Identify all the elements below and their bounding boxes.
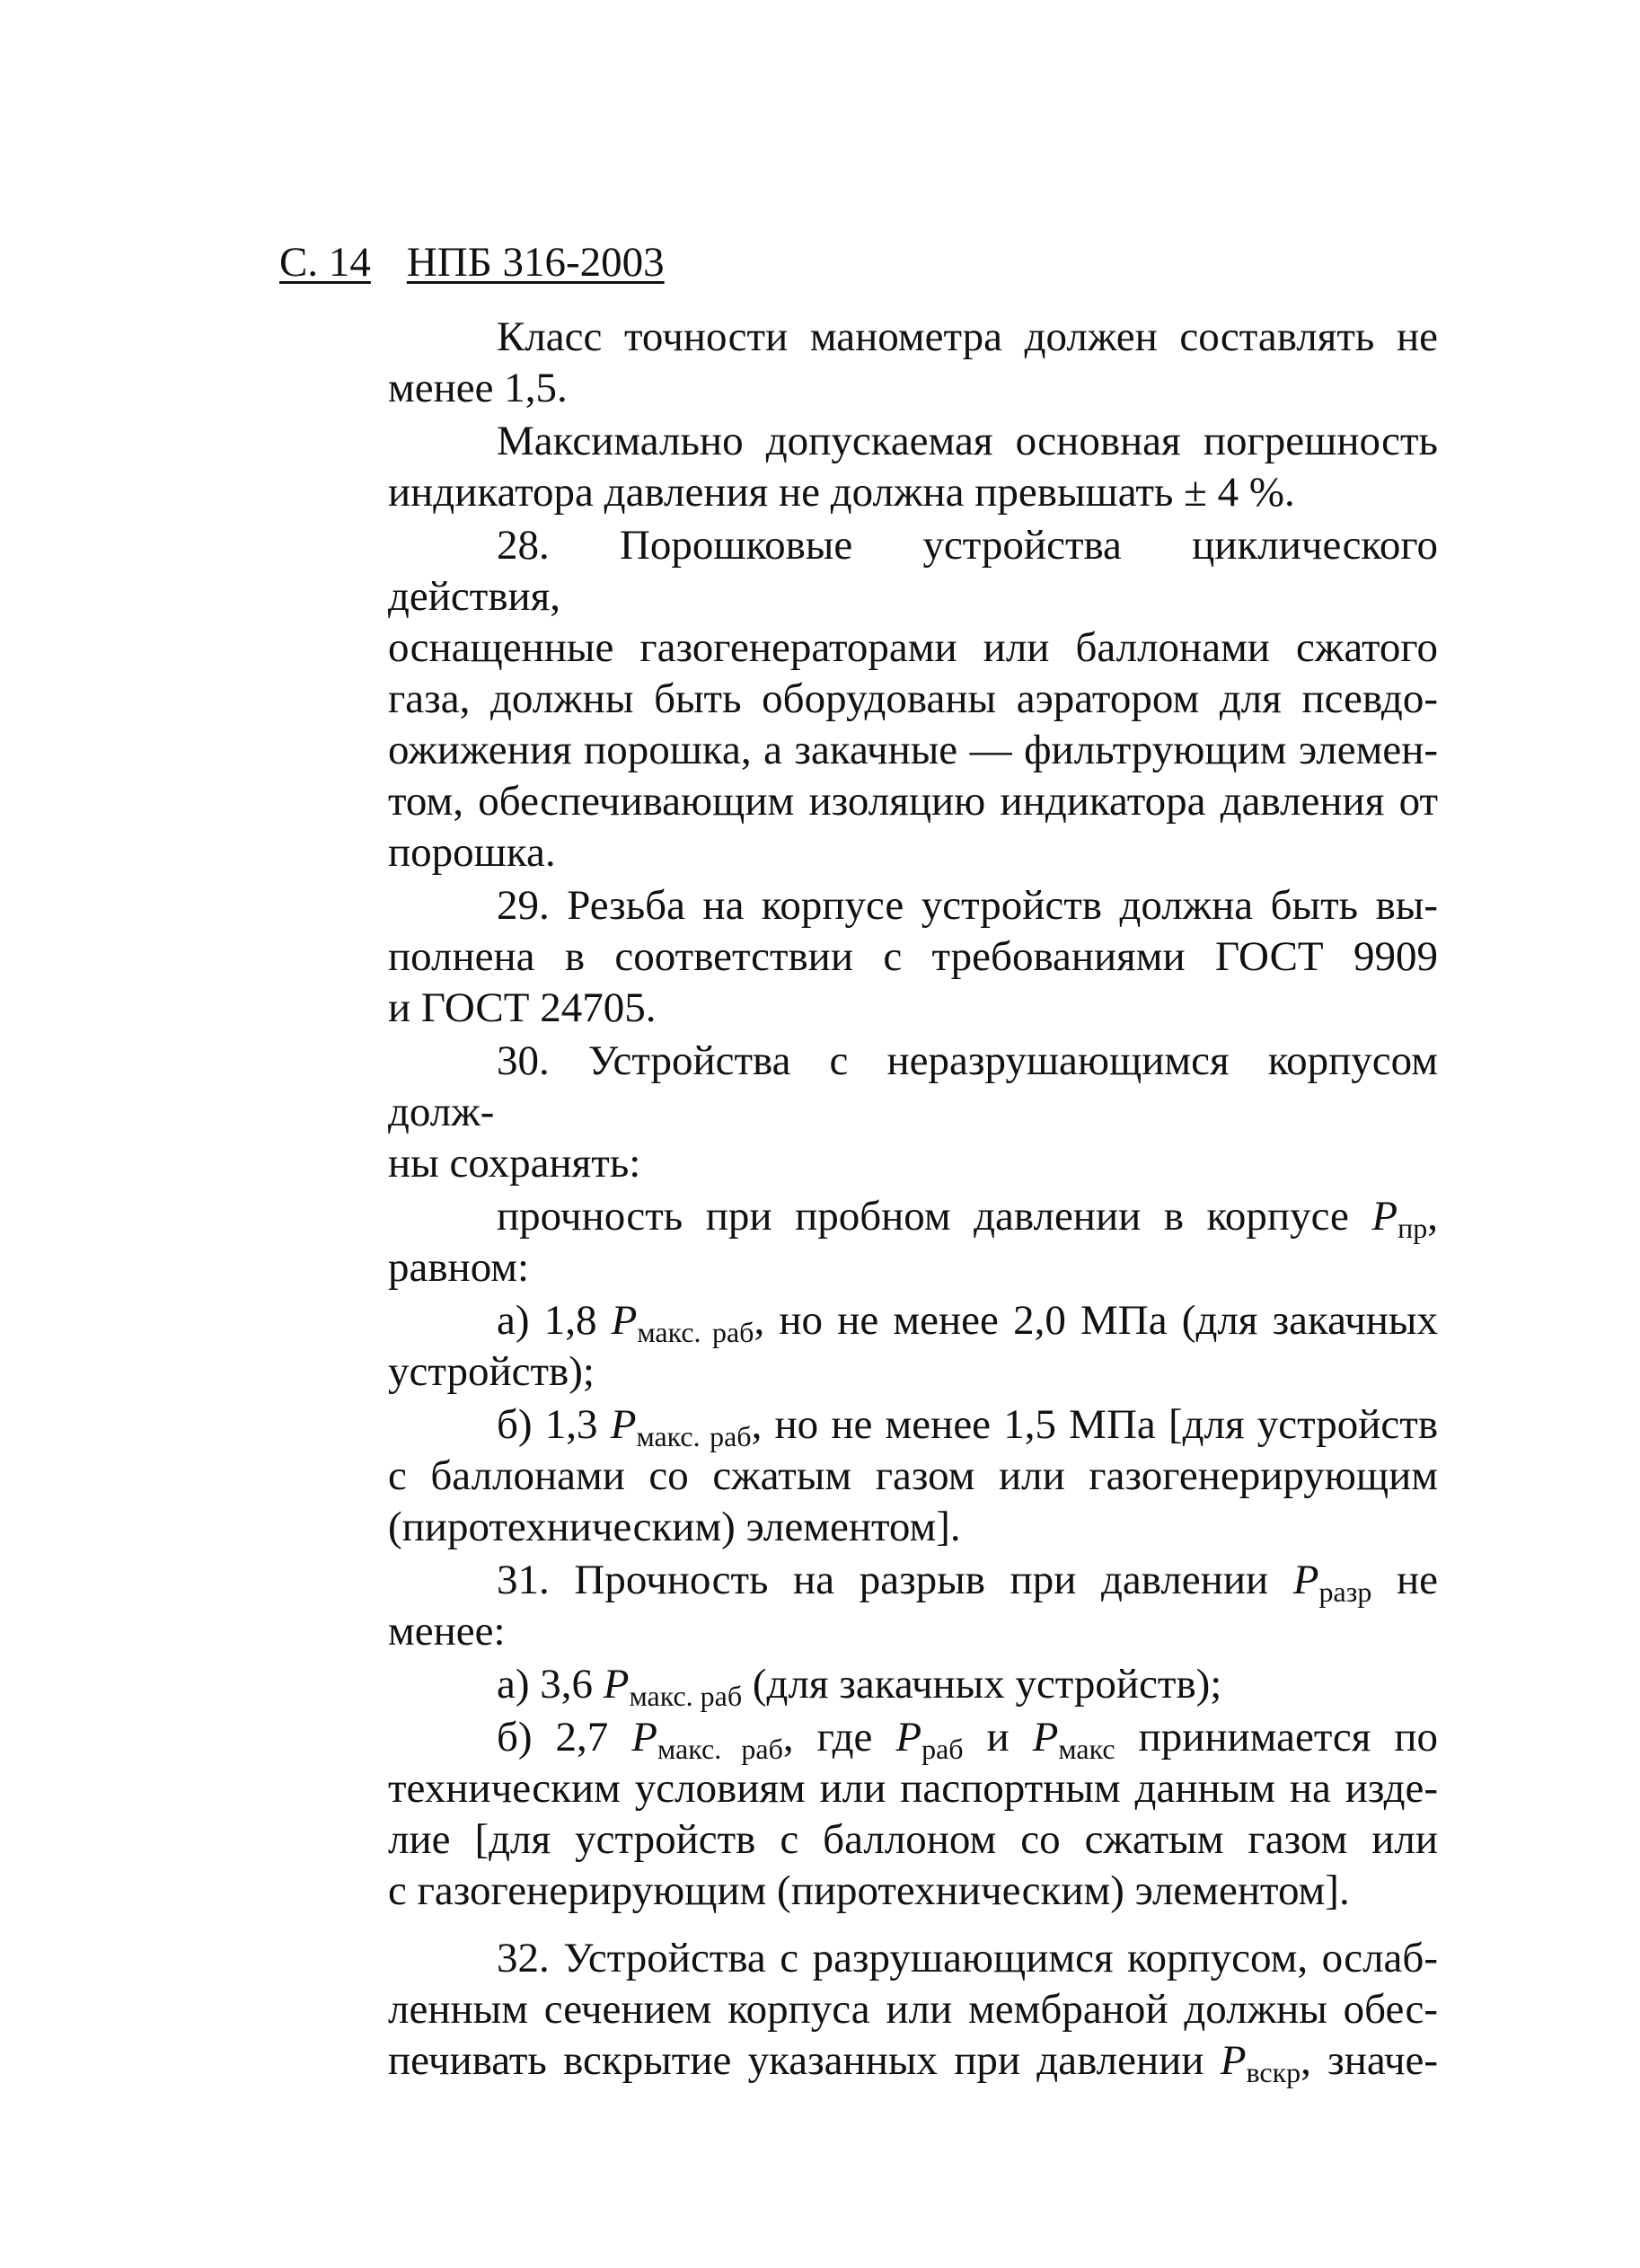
text-line: а) 1,8 $P_{макс. раб}$, но не менее 2,0 МПа (для закачных [497,1297,1439,1348]
page-header [279,235,665,289]
pressure-symbol: P [1032,1714,1059,1761]
text-line: порошка. [388,829,556,876]
document-body [279,312,1438,2088]
page-number: С. 14 [279,239,371,286]
text-line: б) 1,3 $P_{макс. раб}$, но не менее 1,5 МПа [для устройств [497,1401,1439,1452]
text-line: менее 1,5. [388,365,568,411]
paragraph-max-error [279,416,1438,518]
text-line: ны сохранять: [388,1140,641,1187]
pressure-symbol: P [1220,2037,1247,2084]
text-line: с газогенерирующим (пиротехническим) элементом]. [388,1867,1350,1914]
text-line: с баллонами со сжатым газом или газогенерирующим [388,1452,1438,1499]
text-line: ожижения порошка, а закачные — фильтрующим элемен- [388,727,1438,773]
text-line: полнена в соответствии с требованиями ГОСТ 9909 [388,933,1438,980]
pressure-subscript: макс. раб [629,1680,743,1712]
paragraph-item-b-2-7 [279,1712,1438,1917]
pressure-subscript: вскр [1246,2056,1301,2088]
pressure-subscript: макс. раб [657,1733,783,1765]
pressure-subscript: макс. раб [637,1316,754,1348]
text-line: 32. Устройства с разрушающимся корпусом, ослаб- [497,1935,1438,1981]
pressure-subscript: раб [921,1733,964,1765]
text-line: равном: [388,1244,530,1291]
pressure-subscript: макс. раб [636,1420,752,1452]
pressure-symbol: P [603,1661,630,1708]
text-line: техническим условиям или паспортным данным на изде- [388,1765,1438,1812]
paragraph-item-a-3-6 [279,1659,1438,1710]
pressure-subscript: пр [1398,1212,1428,1244]
text-line: лие [для устройств с баллоном со сжатым газом или [388,1816,1438,1863]
pressure-symbol: P [1292,1557,1319,1603]
pressure-subscript: разр [1318,1575,1372,1608]
document-code: НПБ 316-2003 [406,239,665,286]
paragraph-item-32 [279,1933,1438,2087]
text-line: 29. Резьба на корпусе устройств должна быть вы- [497,882,1438,929]
pressure-symbol: P [610,1401,637,1448]
text-line: устройств); [388,1348,595,1395]
pressure-symbol: P [631,1714,657,1761]
text-line: Класс точности манометра должен составлять не [497,313,1438,360]
paragraph-item-b-1-3 [279,1399,1438,1553]
text-line: 30. Устройства с неразрушающимся корпусом долж- [388,1037,1438,1135]
text-line: 31. Прочность на разрыв при давлении $P_{разр}$ не менее: [388,1557,1439,1655]
text-line: 28. Порошковые устройства циклического действия, [388,522,1438,620]
text-line: прочность при пробном давлении в корпусе $P_{пр}$, [497,1193,1438,1244]
text-line: оснащенные газогенераторами или баллонами сжатого [388,624,1438,671]
pressure-symbol: P [1371,1193,1398,1240]
text-line: газа, должны быть оборудованы аэратором для псевдо- [388,675,1438,722]
pressure-subscript: макс [1058,1733,1115,1765]
paragraph-item-29 [279,880,1438,1034]
paragraph-accuracy-class [279,312,1438,414]
text-line: индикатора давления не должна превышать ± 4 %. [388,469,1295,516]
text-line: (пиротехническим) элементом]. [388,1504,961,1550]
text-line: б) 2,7 $P_{макс. раб}$, где $P_{раб}$ и $P_{макс}$ принимается по [497,1714,1439,1765]
text-line: ленным сечением корпуса или мембраной должны обес- [388,1986,1438,2033]
paragraph-test-pressure [279,1191,1438,1293]
paragraph-item-a-1-8 [279,1295,1438,1398]
pressure-symbol: P [611,1297,638,1344]
pressure-symbol: P [895,1714,922,1761]
text-line: Максимально допускаемая основная погрешность [497,418,1438,464]
paragraph-item-30 [279,1036,1438,1189]
text-line: а) 3,6 $P_{макс. раб}$ (для закачных устройств); [497,1661,1222,1712]
text-line: том, обеспечивающим изоляцию индикатора давления от [388,778,1438,825]
paragraph-item-28 [279,520,1438,878]
text-line: печивать вскрытие указанных при давлении $P_{вскр}$, значе- [388,2037,1438,2088]
text-line: и ГОСТ 24705. [388,984,657,1031]
paragraph-item-31 [279,1555,1438,1657]
